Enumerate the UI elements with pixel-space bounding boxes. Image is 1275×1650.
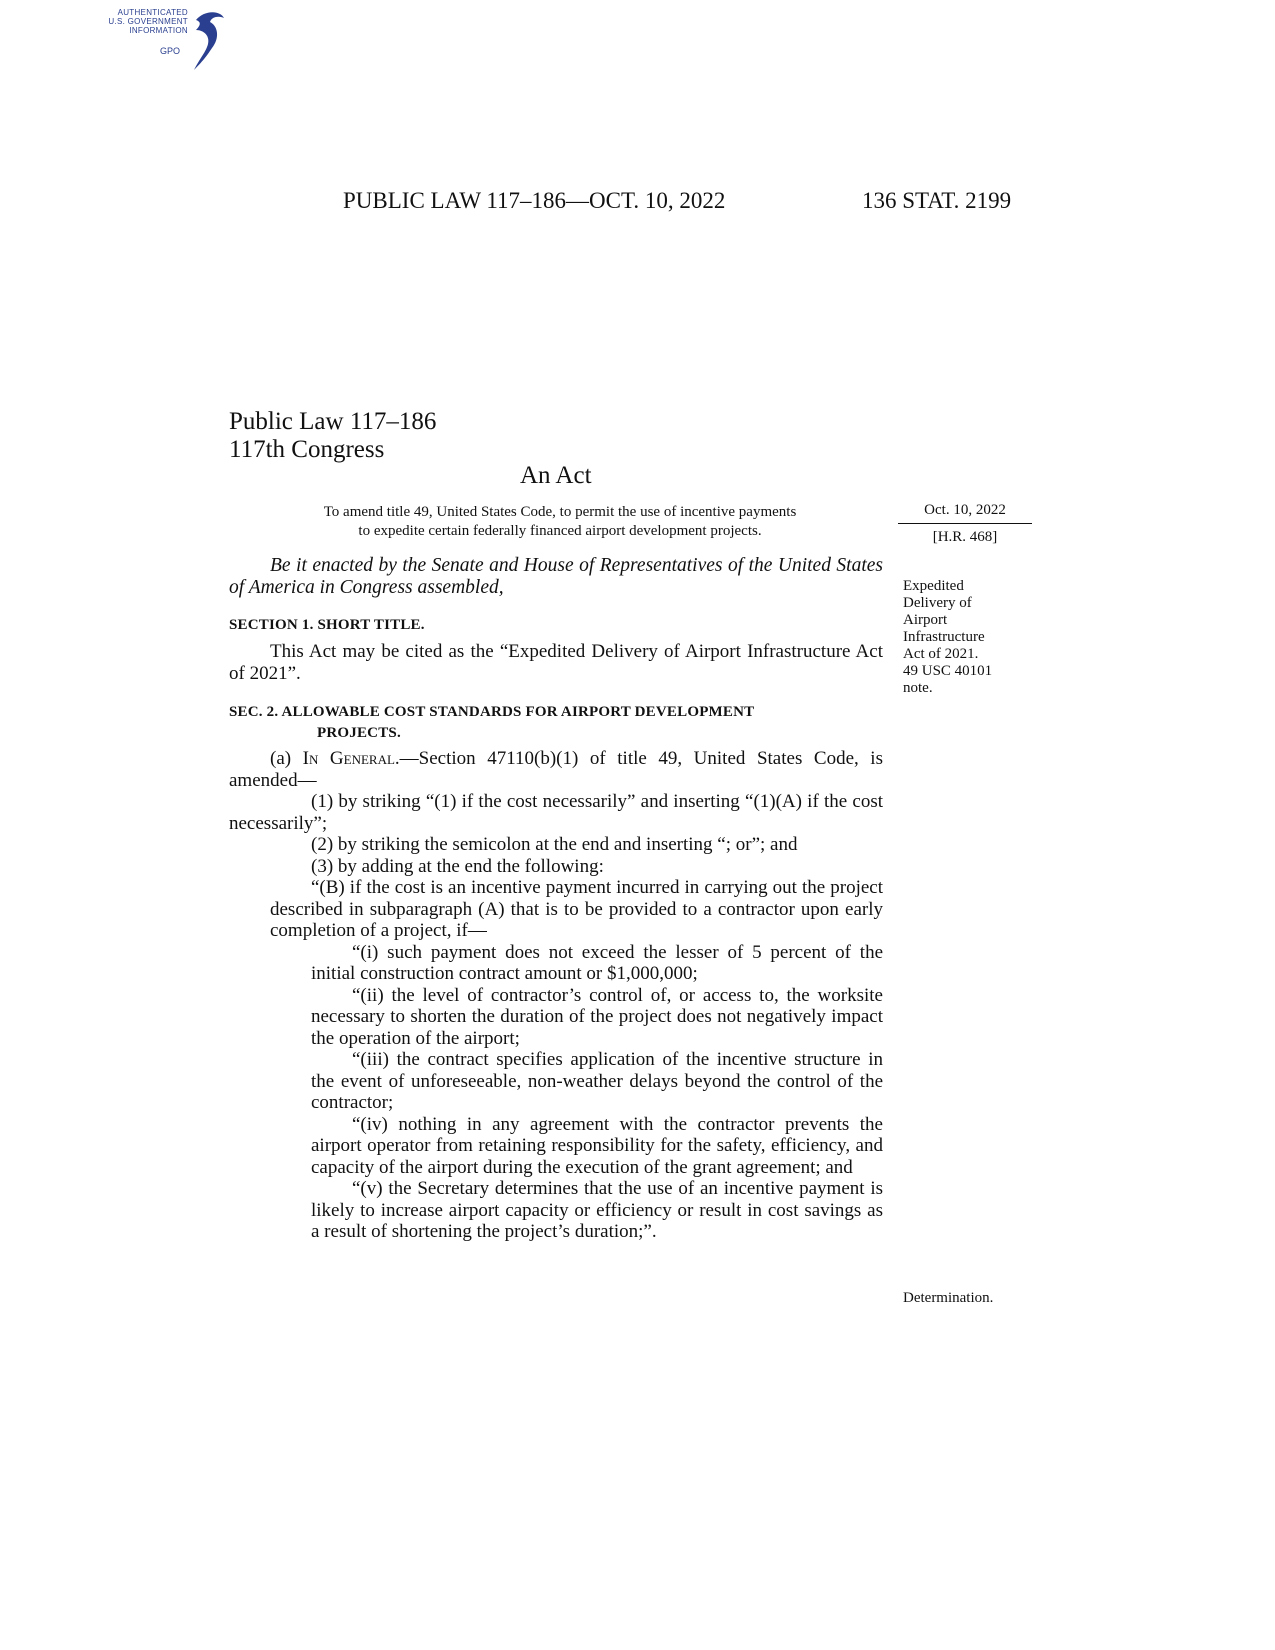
subsection-a-heading: In General xyxy=(302,748,395,769)
subparagraph-b: “(B) if the cost is an incentive payment incurred in carrying out the project described in subparagraph (A) that is to be provided to a contractor upon early completion of a project, if— xyxy=(270,877,883,941)
gpo-authentication-seal xyxy=(92,8,232,78)
law-identification xyxy=(229,408,436,464)
running-header-law: PUBLIC LAW 117–186—OCT. 10, 2022 xyxy=(343,188,726,213)
date-divider xyxy=(898,523,1032,524)
section-2-heading-line-2: PROJECTS. xyxy=(317,725,401,741)
section-1-heading: SECTION 1. SHORT TITLE. xyxy=(229,617,425,633)
clause-v: “(v) the Secretary determines that the use of an incentive payment is likely to increase airport capacity or efficiency or result in cost savings as a result of shortening the project’s duration;”. xyxy=(311,1178,883,1242)
enacting-clause: Be it enacted by the Senate and House of Representatives of the United States of America in Congress assembled, xyxy=(229,555,883,598)
section-1-text: This Act may be cited as the “Expedited Delivery of Airport Infrastructure Act of 2021”. xyxy=(229,641,883,684)
seal-line-1: AUTHENTICATED xyxy=(117,8,188,17)
clause-i: “(i) such payment does not exceed the lesser of 5 percent of the initial construction contract amount or $1,000,000; xyxy=(311,941,883,984)
purpose-line-2: to expedite certain federally financed airport development projects. xyxy=(358,523,762,539)
running-header-stat: 136 STAT. 2199 xyxy=(862,188,1012,213)
clause-iv: “(iv) nothing in any agreement with the contractor prevents the airport operator from retaining responsibility for the safety, efficiency, and capacity of the airport during the execution of the grant agreement; and xyxy=(311,1113,883,1178)
congress-number: 117th Congress xyxy=(229,436,385,463)
section-2-heading-line-1: SEC. 2. ALLOWABLE COST STANDARDS FOR AIRPORT DEVELOPMENT xyxy=(229,704,755,720)
seal-mark: GPO xyxy=(160,46,181,56)
paragraph-2: (2) by striking the semicolon at the end and inserting “; or”; and xyxy=(311,834,798,855)
act-purpose xyxy=(250,503,870,541)
clause-iii: “(iii) the contract specifies application of the incentive structure in the event of unforeseeable, non-weather delays beyond the control of the contractor; xyxy=(311,1049,883,1113)
enactment-date: Oct. 10, 2022 xyxy=(924,502,1006,518)
public-law-number: Public Law 117–186 xyxy=(229,408,437,435)
seal-line-3: INFORMATION xyxy=(129,26,188,35)
purpose-line-1: To amend title 49, United States Code, to permit the use of incentive payments xyxy=(323,504,797,520)
act-title: An Act xyxy=(520,462,592,489)
enactment-date-box xyxy=(898,502,1032,546)
eagle-icon xyxy=(190,8,230,76)
paragraph-3: (3) by adding at the end the following: xyxy=(311,855,604,877)
paragraph-1: (1) by striking “(1) if the cost necessarily” and inserting “(1)(A) if the cost necessarily”; xyxy=(229,791,883,834)
margin-note-determination: Determination. xyxy=(903,1290,994,1306)
bill-number: [H.R. 468] xyxy=(932,529,998,545)
subsection-a: (a) In General.—Section 47110(b)(1) of title 49, United States Code, is amended— xyxy=(229,748,883,791)
section-2-body xyxy=(229,748,883,1243)
margin-note-short-title: Expedited Delivery of Airport Infrastructure Act of 2021. 49 USC 40101 note. xyxy=(903,578,993,696)
clause-ii: “(ii) the level of contractor’s control of, or access to, the worksite necessary to shorten the duration of the project does not negatively impact the operation of the airport; xyxy=(311,984,883,1049)
seal-line-2: U.S. GOVERNMENT xyxy=(108,17,188,26)
section-2-heading xyxy=(229,702,883,744)
